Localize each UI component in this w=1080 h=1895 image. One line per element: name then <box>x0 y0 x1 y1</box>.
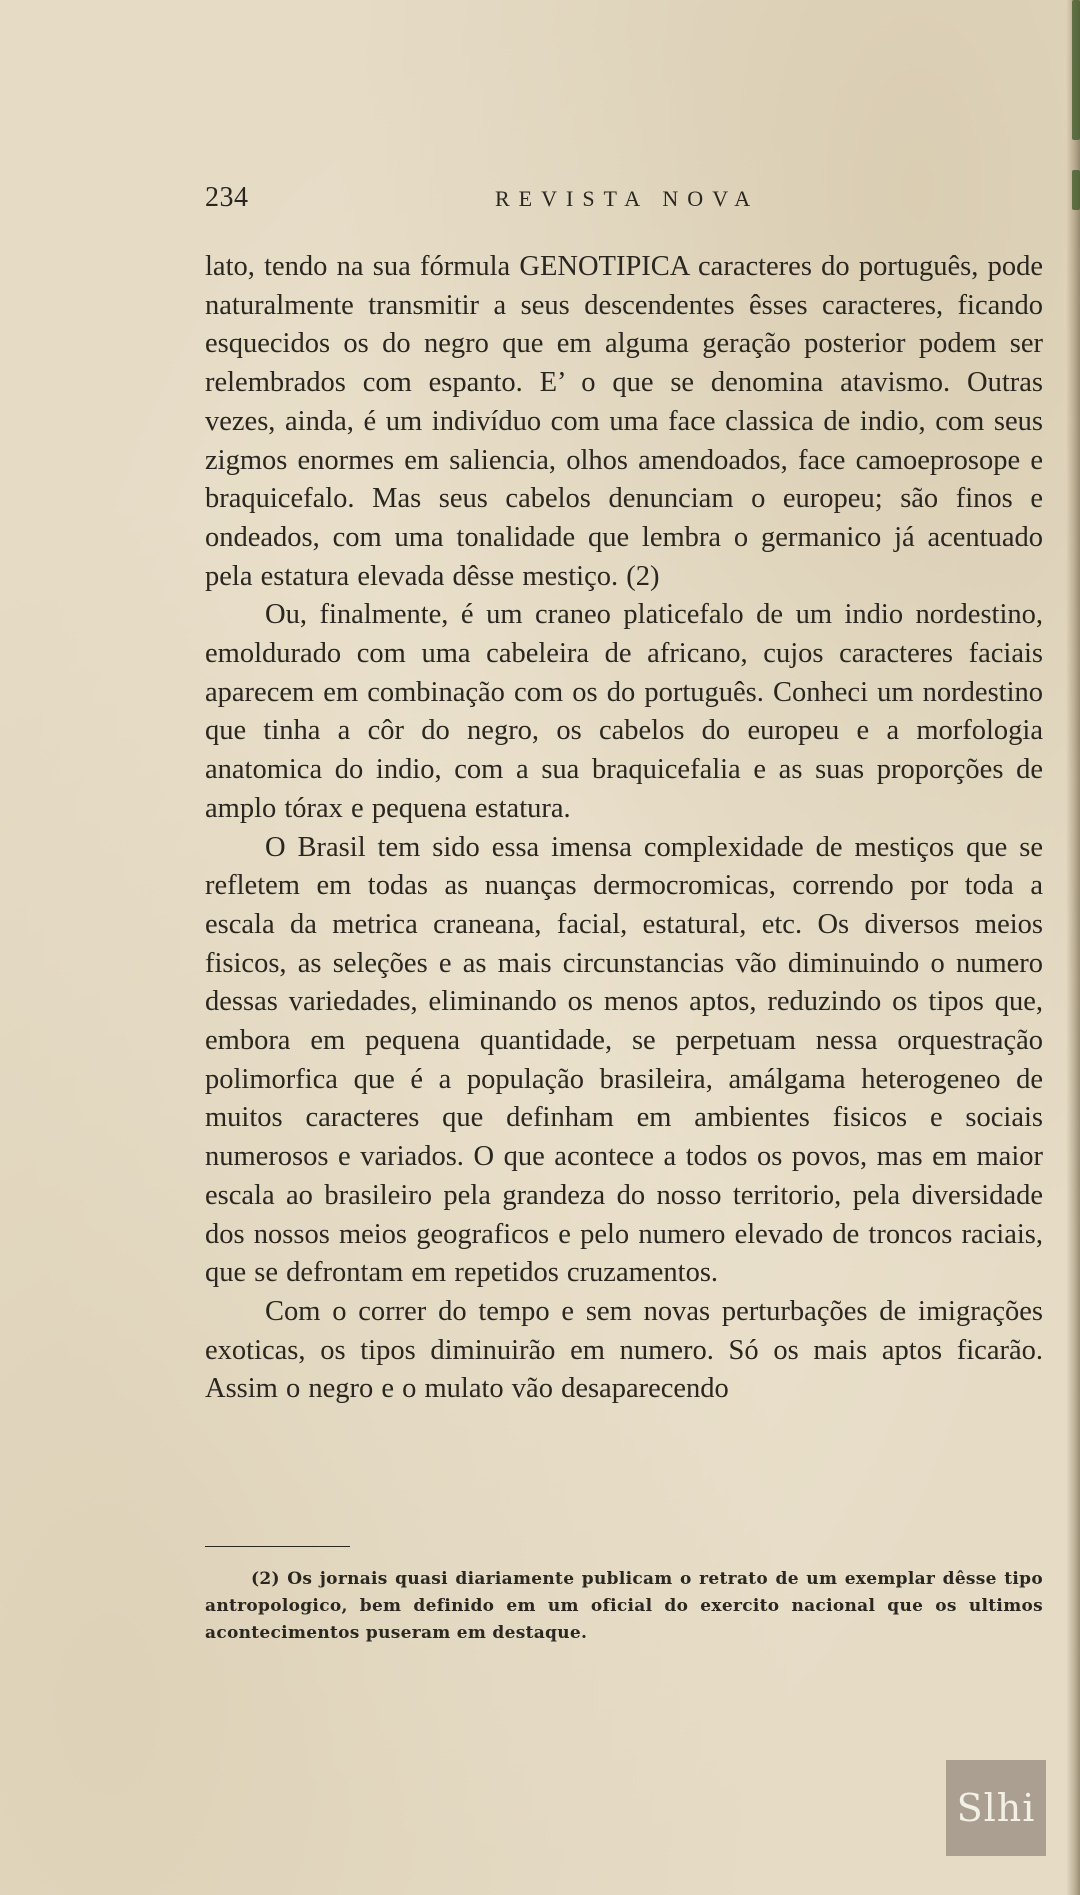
running-title: REVISTA NOVA <box>495 186 760 211</box>
watermark-text: Slhi <box>956 1786 1036 1830</box>
paragraph: Com o correr do tempo e sem novas perturbações de imigrações exoticas, os tipos diminuirão em numero. Só os mais aptos ficarão. Assim o negro e o mulato vão desaparecendo <box>205 1295 1043 1405</box>
paragraph: Ou, finalmente, é um craneo platicefalo de um indio nordestino, emoldurado com uma cabeleira de africano, cujos caracteres faciais aparecem em combinação com os do português. Conheci um nordestino que tinha a côr do negro, os cabelos do europeu e a morfologia anatomica do indio, com a sua braquicefalia e as suas proporções de amplo tórax e pequena estatura. <box>205 599 1043 824</box>
page-number: 234 <box>205 182 249 213</box>
footnote: (2) Os jornais quasi diariamente publicam o retrato de um exemplar dêsse tipo antropologico, bem definido em um oficial do exercito nacional que os ultimos acontecimentos puseram em destaque. <box>205 1569 1043 1643</box>
page-edge-stain <box>1072 0 1080 140</box>
footnote-rule <box>205 1546 350 1547</box>
page-edge-shadow <box>1066 0 1080 1895</box>
library-watermark <box>946 1760 1046 1856</box>
paragraph: lato, tendo na sua fórmula GENOTIPICA caracteres do português, pode naturalmente transmitir a seus descendentes êsses caracteres, ficando esquecidos os do negro que em alguma geração posterior podem ser relembrados com espanto. E’ o que se denomina atavismo. Outras vezes, ainda, é um indivíduo com uma face classica de indio, com seus zigmos enormes em saliencia, olhos amendoados, face camoeprosope e braquicefalo. Mas seus cabelos denunciam o europeu; são finos e ondeados, com uma tonalidade que lembra o germanico já acentuado pela estatura elevada dêsse mestiço. (2) <box>205 251 1043 592</box>
paragraph: O Brasil tem sido essa imensa complexidade de mestiços que se refletem em todas as nuanças dermocromicas, correndo por toda a escala da metrica craneana, facial, estatural, etc. Os diversos meios fisicos, as seleções e as mais circunstancias vão diminuindo o numero dessas variedades, eliminando os menos aptos, reduzindo os tipos que, embora em pequena quantidade, se perpetuam nessa orquestração polimorfica que é a população brasileira, amálgama heterogeneo de muitos caracteres que definham em ambientes fisicos e sociais numerosos e variados. O que acontece a todos os povos, mas em maior escala ao brasileiro pela grandeza do nosso territorio, pela diversidade dos nossos meios geograficos e pelo numero elevado de troncos raciais, que se defrontam em repetidos cruzamentos. <box>205 831 1043 1289</box>
page-header <box>205 182 1043 218</box>
page-edge-stain <box>1072 170 1080 210</box>
body-text <box>205 248 1043 1409</box>
